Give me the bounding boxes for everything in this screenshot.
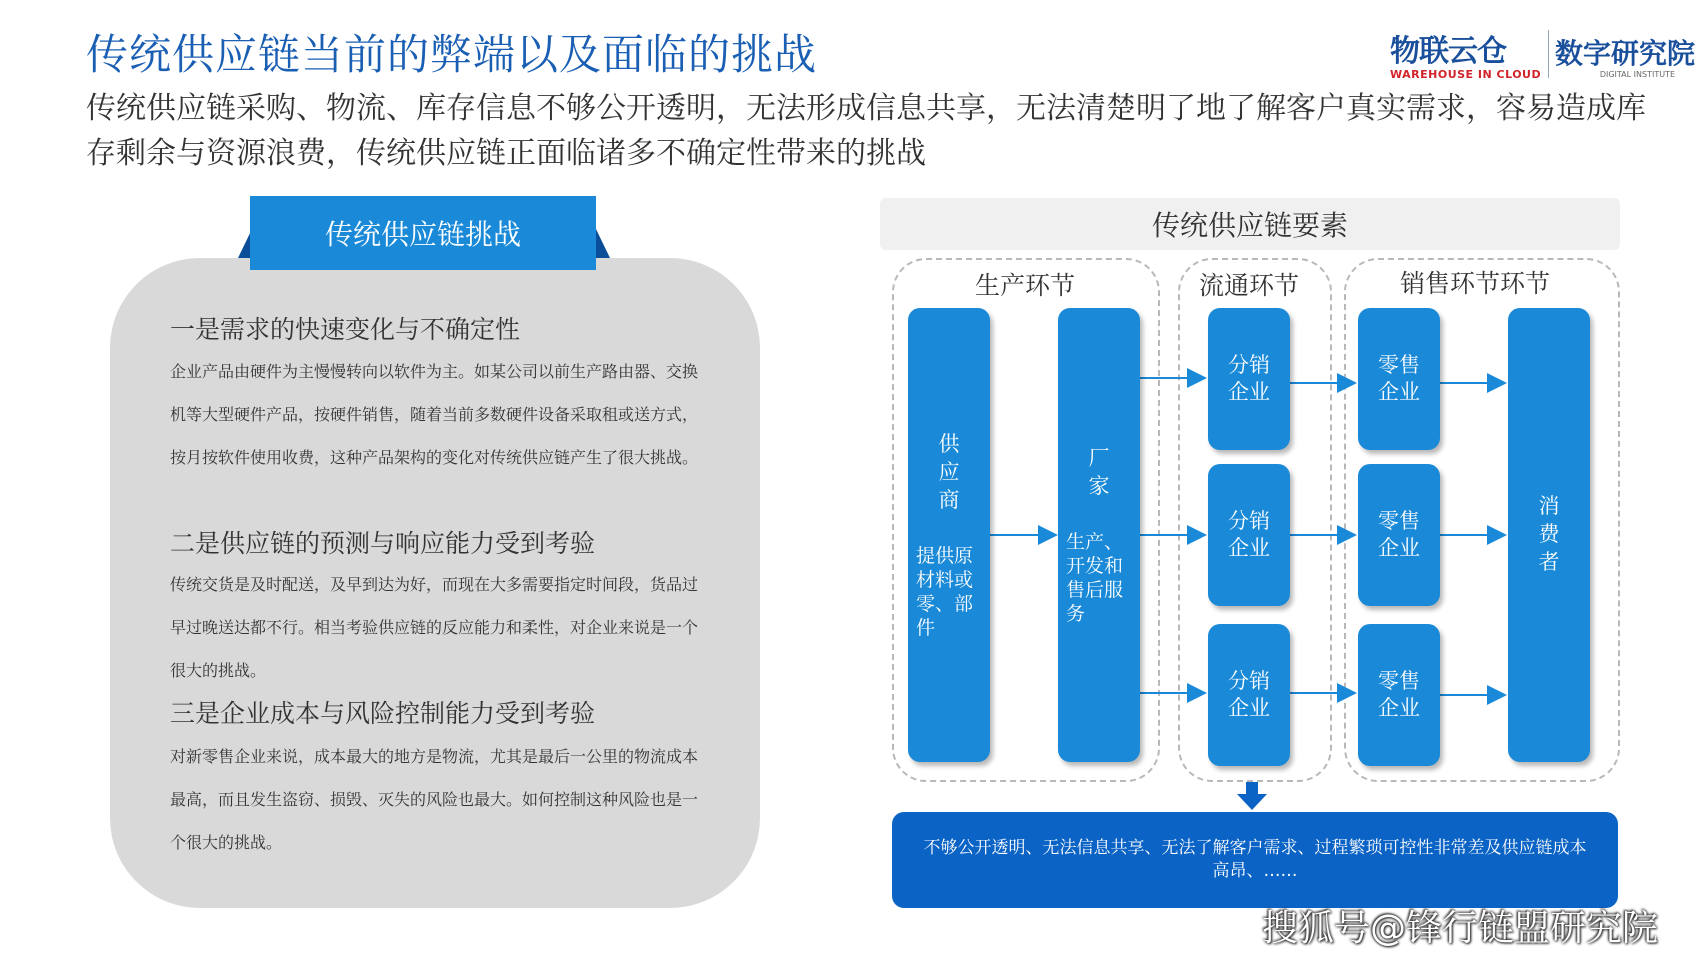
manufacturer-node [1058, 308, 1140, 762]
circulation-label: 流通环节 [1199, 271, 1300, 300]
distributor-label-1: 分销企业 [1228, 353, 1270, 404]
supplier-node [908, 308, 990, 762]
logo1-sub: WAREHOUSE IN CLOUD [1390, 68, 1542, 81]
retailer-label-1: 零售企业 [1378, 353, 1420, 404]
challenge-body-1: 企业产品由硬件为主慢慢转向以软件为主。如某公司以前生产路由器、交换机等大型硬件产品，按硬件销售，随着当前多数硬件设备采取租或送方式，按月按软件使用收费，这种产品架构的变化对传统供应链产生了很大挑战。 [170, 362, 699, 467]
challenge-heading-2: 二是供应链的预测与响应能力受到考验 [170, 529, 596, 558]
page-title: 传统供应链当前的弊端以及面临的挑战 [86, 30, 818, 79]
challenge-tab-title: 传统供应链挑战 [250, 196, 596, 270]
down-arrow-icon [1237, 782, 1267, 810]
distributor-label-2: 分销企业 [1228, 509, 1270, 560]
manufacturer-desc: 生产、开发和售后服务 [1066, 531, 1124, 625]
distributor-node-3 [1208, 624, 1290, 766]
summary-box [892, 812, 1618, 908]
retailer-label-3: 零售企业 [1378, 669, 1420, 720]
page-subtitle: 传统供应链采购、物流、库存信息不够公开透明，无法形成信息共享，无法清楚明了地了解客户真实需求，容易造成库存剩余与资源浪费，传统供应链正面临诸多不确定性带来的挑战 [86, 91, 1646, 171]
retailer-node-2 [1358, 464, 1440, 606]
distributor-label-3: 分销企业 [1228, 669, 1270, 720]
logo1-name: 物联云仓 [1390, 34, 1506, 69]
retailer-node-3 [1358, 624, 1440, 766]
production-label: 生产环节 [975, 271, 1076, 300]
challenge-body-3: 对新零售企业来说，成本最大的地方是物流，尤其是最后一公里的物流成本最高，而且发生盗窃、损毁、灭失的风险也最大。如何控制这种风险也是一个很大的挑战。 [170, 747, 699, 852]
challenge-heading-1: 一是需求的快速变化与不确定性 [170, 315, 521, 344]
manufacturer-title: 厂家 [1088, 446, 1110, 498]
watermark: 搜狐号@锋行链盟研究院 [1262, 908, 1659, 949]
supplier-title: 供应商 [938, 432, 960, 512]
retailer-node-1 [1358, 308, 1440, 450]
logo2-sub: DIGITAL INSTITUTE [1599, 70, 1675, 79]
logo2-name: 数字研究院 [1555, 37, 1696, 70]
distributor-node-1 [1208, 308, 1290, 450]
challenge-body-2: 传统交货是及时配送，及早到达为好，而现在大多需要指定时间段，货品过早过晚送达都不行。相当考验供应链的反应能力和柔性，对企业来说是一个很大的挑战。 [170, 575, 699, 680]
consumer-node [1508, 308, 1590, 762]
elements-header: 传统供应链要素 [880, 198, 1620, 250]
challenge-heading-3: 三是企业成本与风险控制能力受到考验 [170, 699, 596, 728]
summary-text: 不够公开透明、无法信息共享、无法了解客户需求、过程繁琐可控性非常差及供应链成本高昂、…… [923, 838, 1587, 881]
retailer-label-2: 零售企业 [1378, 509, 1420, 560]
sales-label: 销售环节环节 [1400, 269, 1551, 298]
distributor-node-2 [1208, 464, 1290, 606]
consumer-title: 消费者 [1538, 494, 1560, 574]
supplier-desc: 提供原材料或零、部件 [916, 545, 974, 639]
